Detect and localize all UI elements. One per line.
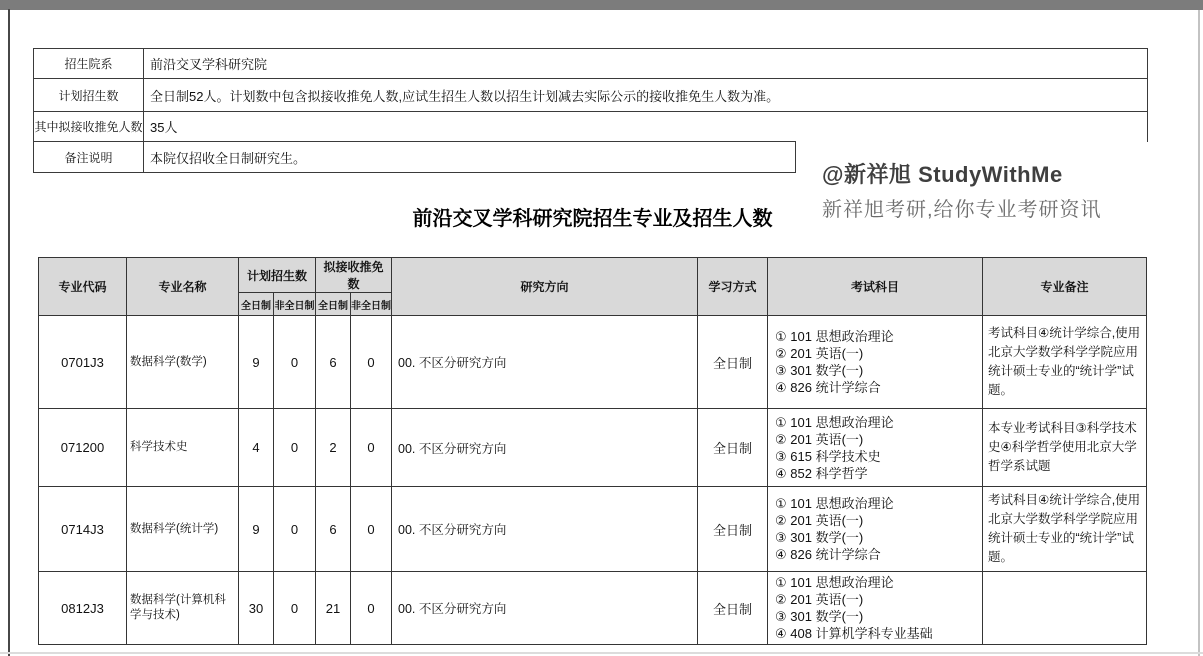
info-row-remark bbox=[34, 142, 796, 173]
col-subheader-planned-fulltime: 全日制 bbox=[239, 293, 274, 316]
program-remark bbox=[983, 572, 1147, 645]
exam-line: ④ 826 统计学综合 bbox=[775, 547, 881, 562]
info-remark-table bbox=[33, 141, 796, 173]
info-value: 35人 bbox=[144, 112, 1148, 142]
exempt-parttime-count: 0 bbox=[351, 409, 392, 487]
section-title: 前沿交叉学科研究院招生专业及招生人数 bbox=[412, 208, 773, 230]
exam-line: ④ 408 计算机学科专业基础 bbox=[775, 626, 933, 641]
research-direction: 00. 不区分研究方向 bbox=[392, 316, 698, 409]
info-label: 其中拟接收推免人数 bbox=[34, 112, 144, 142]
exempt-fulltime-count: 21 bbox=[316, 572, 351, 645]
info-value: 全日制52人。计划数中包含拟接收推免人数,应试生招生人数以招生计划减去实际公示的接收推免生人数为准。 bbox=[144, 79, 1148, 112]
info-row-exempt-count bbox=[34, 112, 1148, 142]
planned-fulltime-count: 4 bbox=[239, 409, 274, 487]
study-mode: 全日制 bbox=[698, 316, 768, 409]
page-top-edge-bar bbox=[0, 0, 1203, 10]
col-header-planned: 计划招生数 bbox=[239, 258, 316, 293]
exempt-parttime-count: 0 bbox=[351, 487, 392, 572]
program-code: 0701J3 bbox=[39, 316, 127, 409]
col-subheader-exempt-fulltime: 全日制 bbox=[316, 293, 351, 316]
program-row-0701J3 bbox=[39, 316, 1147, 409]
research-direction: 00. 不区分研究方向 bbox=[392, 572, 698, 645]
program-name: 科学技术史 bbox=[127, 409, 239, 487]
program-name: 数据科学(计算机科学与技术) bbox=[127, 572, 239, 645]
exam-line: ② 201 英语(一) bbox=[775, 431, 864, 447]
study-mode: 全日制 bbox=[698, 487, 768, 572]
info-label: 招生院系 bbox=[34, 49, 144, 79]
exam-line: ③ 615 科学技术史 bbox=[775, 448, 881, 464]
col-header-remark: 专业备注 bbox=[983, 258, 1147, 316]
program-row-0812J3 bbox=[39, 572, 1147, 645]
programs-table bbox=[38, 257, 1147, 645]
info-table-lower bbox=[33, 141, 796, 173]
planned-parttime-count: 0 bbox=[274, 409, 316, 487]
program-row-0714J3 bbox=[39, 487, 1147, 572]
program-remark: 本专业考试科目③科学技术史④科学哲学使用北京大学哲学系试题 bbox=[983, 409, 1147, 487]
program-remark: 考试科目④统计学综合,使用北京大学数学科学学院应用统计硕士专业的“统计学”试题。 bbox=[983, 487, 1147, 572]
col-header-name: 专业名称 bbox=[127, 258, 239, 316]
planned-fulltime-count: 9 bbox=[239, 316, 274, 409]
col-subheader-exempt-parttime: 非全日制 bbox=[351, 293, 392, 316]
exam-line: ③ 301 数学(一) bbox=[775, 530, 864, 545]
program-remark: 考试科目④统计学综合,使用北京大学数学科学学院应用统计硕士专业的“统计学”试题。 bbox=[983, 316, 1147, 409]
page-bottom-edge-line bbox=[0, 652, 1203, 654]
info-table bbox=[33, 48, 1148, 142]
program-name: 数据科学(数学) bbox=[127, 316, 239, 409]
research-direction: 00. 不区分研究方向 bbox=[392, 487, 698, 572]
exam-line: ② 201 英语(一) bbox=[775, 513, 864, 528]
col-header-direction: 研究方向 bbox=[392, 258, 698, 316]
info-table-upper bbox=[33, 48, 1148, 142]
exam-line: ② 201 英语(一) bbox=[775, 592, 864, 607]
program-code: 0714J3 bbox=[39, 487, 127, 572]
exempt-parttime-count: 0 bbox=[351, 572, 392, 645]
info-value: 本院仅招收全日制研究生。 bbox=[144, 142, 796, 173]
exam-line: ④ 826 统计学综合 bbox=[775, 380, 881, 395]
exam-subjects bbox=[768, 572, 983, 645]
exam-line: ① 101 思想政治理论 bbox=[775, 414, 894, 430]
program-code: 071200 bbox=[39, 409, 127, 487]
header-row-main bbox=[39, 258, 1147, 293]
exam-subjects bbox=[768, 409, 983, 487]
page-right-edge-line bbox=[1198, 10, 1200, 656]
planned-fulltime-count: 30 bbox=[239, 572, 274, 645]
exam-line: ② 201 英语(一) bbox=[775, 346, 864, 361]
program-code: 0812J3 bbox=[39, 572, 127, 645]
info-value: 前沿交叉学科研究院 bbox=[144, 49, 1148, 79]
planned-parttime-count: 0 bbox=[274, 487, 316, 572]
study-mode: 全日制 bbox=[698, 572, 768, 645]
col-header-exempt: 拟接收推免数 bbox=[316, 258, 392, 293]
exempt-fulltime-count: 6 bbox=[316, 316, 351, 409]
exam-line: ① 101 思想政治理论 bbox=[775, 496, 894, 511]
exam-line: ③ 301 数学(一) bbox=[775, 363, 864, 378]
col-header-subjects: 考试科目 bbox=[768, 258, 983, 316]
col-header-study-mode: 学习方式 bbox=[698, 258, 768, 316]
col-header-code: 专业代码 bbox=[39, 258, 127, 316]
watermark-slogan: 新祥旭考研,给你专业考研资讯 bbox=[822, 199, 1102, 221]
program-name: 数据科学(统计学) bbox=[127, 487, 239, 572]
exempt-fulltime-count: 2 bbox=[316, 409, 351, 487]
exam-line: ③ 301 数学(一) bbox=[775, 609, 864, 624]
exam-line: ① 101 思想政治理论 bbox=[775, 575, 894, 590]
exam-subjects bbox=[768, 487, 983, 572]
exempt-fulltime-count: 6 bbox=[316, 487, 351, 572]
info-label: 备注说明 bbox=[34, 142, 144, 173]
watermark-handle: @新祥旭 StudyWithMe bbox=[822, 162, 1063, 187]
exam-line: ① 101 思想政治理论 bbox=[775, 329, 894, 344]
page-left-edge-line bbox=[8, 9, 10, 656]
planned-parttime-count: 0 bbox=[274, 572, 316, 645]
col-subheader-planned-parttime: 非全日制 bbox=[274, 293, 316, 316]
planned-parttime-count: 0 bbox=[274, 316, 316, 409]
programs-table-wrap bbox=[38, 257, 1147, 645]
program-row-071200 bbox=[39, 409, 1147, 487]
research-direction: 00. 不区分研究方向 bbox=[392, 409, 698, 487]
info-row-planned-count bbox=[34, 79, 1148, 112]
exam-subjects bbox=[768, 316, 983, 409]
info-label: 计划招生数 bbox=[34, 79, 144, 112]
exempt-parttime-count: 0 bbox=[351, 316, 392, 409]
study-mode: 全日制 bbox=[698, 409, 768, 487]
info-row-department bbox=[34, 49, 1148, 79]
planned-fulltime-count: 9 bbox=[239, 487, 274, 572]
exam-line: ④ 852 科学哲学 bbox=[775, 465, 868, 481]
